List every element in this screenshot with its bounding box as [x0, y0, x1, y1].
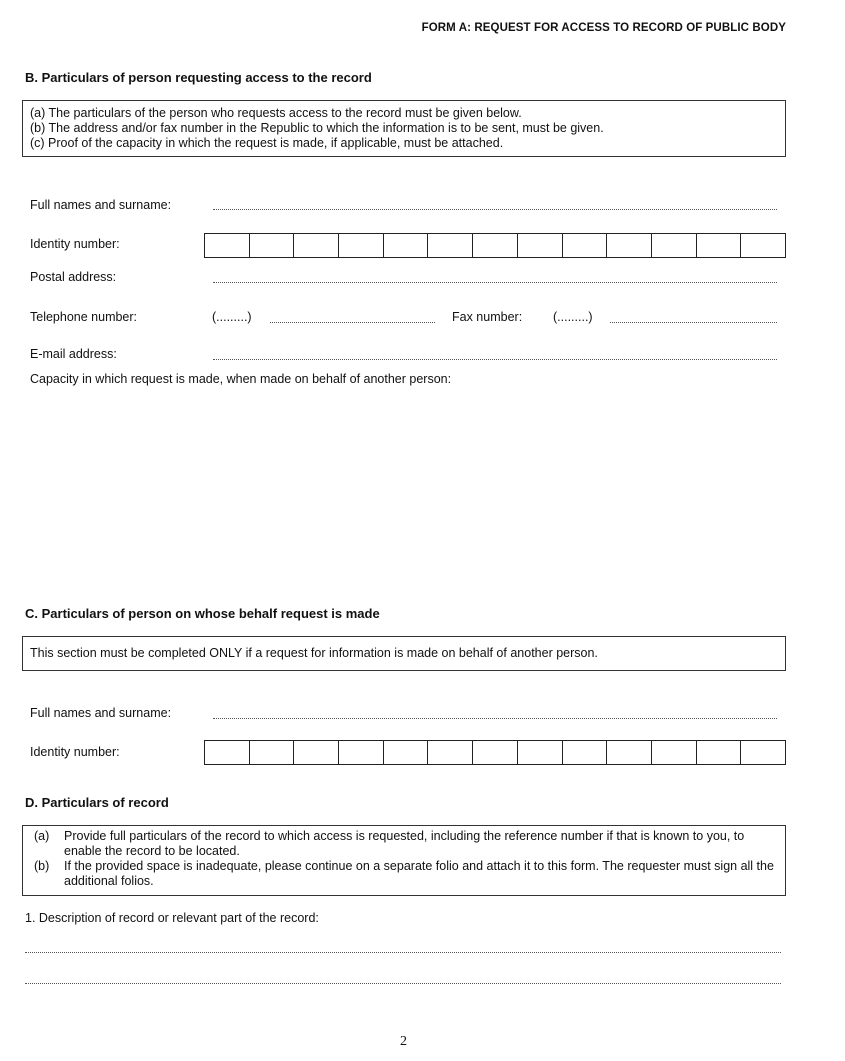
postal-address-field[interactable] — [213, 282, 777, 283]
telephone-code: (.........) — [212, 310, 252, 324]
id-digit-box[interactable] — [384, 234, 429, 257]
id-digit-box[interactable] — [741, 234, 785, 257]
id-digit-box[interactable] — [205, 741, 250, 764]
id-digit-box[interactable] — [339, 741, 384, 764]
id-digit-box[interactable] — [294, 741, 339, 764]
id-digit-box[interactable] — [250, 741, 295, 764]
telephone-label: Telephone number: — [30, 310, 138, 324]
id-digit-box[interactable] — [607, 234, 652, 257]
full-names-field[interactable] — [213, 209, 777, 210]
id-digit-box[interactable] — [384, 741, 429, 764]
section-b-instructions — [22, 100, 786, 157]
email-label: E-mail address: — [30, 347, 117, 361]
section-b-note-c: (c) Proof of the capacity in which the request is made, if applicable, must be attached. — [30, 136, 504, 150]
id-digit-box[interactable] — [473, 234, 518, 257]
section-d-note-a — [34, 829, 778, 859]
section-b-heading: B. Particulars of person requesting access to the record — [25, 70, 372, 85]
id-digit-box[interactable] — [518, 741, 563, 764]
email-field[interactable] — [213, 359, 777, 360]
form-title: FORM A: REQUEST FOR ACCESS TO RECORD OF PUBLIC BODY — [421, 22, 786, 34]
note-key: (b) — [34, 859, 50, 873]
section-c-instructions — [22, 636, 786, 671]
section-d-heading: D. Particulars of record — [25, 795, 169, 810]
fax-label: Fax number: — [452, 310, 523, 324]
id-digit-box[interactable] — [339, 234, 384, 257]
fax-field[interactable] — [610, 322, 777, 323]
id-digit-box[interactable] — [428, 741, 473, 764]
id-digit-box[interactable] — [697, 741, 742, 764]
id-digit-box[interactable] — [518, 234, 563, 257]
capacity-label: Capacity in which request is made, when made on behalf of another person: — [30, 372, 452, 386]
id-digit-box[interactable] — [741, 741, 785, 764]
full-names-label: Full names and surname: — [30, 198, 172, 212]
c-identity-number-label: Identity number: — [30, 745, 120, 759]
section-b-note-a: (a) The particulars of the person who requests access to the record must be given below. — [30, 106, 522, 120]
record-description-line-2[interactable] — [25, 983, 781, 984]
identity-number-label: Identity number: — [30, 237, 120, 251]
id-digit-box[interactable] — [473, 741, 518, 764]
id-digit-box[interactable] — [652, 234, 697, 257]
c-identity-number-field[interactable] — [204, 740, 786, 765]
section-d-instructions — [22, 825, 786, 896]
id-digit-box[interactable] — [428, 234, 473, 257]
section-d-note-b — [34, 859, 778, 889]
record-description-label: 1. Description of record or relevant part of the record: — [25, 911, 319, 925]
fax-code: (.........) — [553, 310, 593, 324]
id-digit-box[interactable] — [607, 741, 652, 764]
page-number: 2 — [400, 1034, 407, 1049]
id-digit-box[interactable] — [697, 234, 742, 257]
c-full-names-field[interactable] — [213, 718, 777, 719]
c-full-names-label: Full names and surname: — [30, 706, 172, 720]
id-digit-box[interactable] — [205, 234, 250, 257]
note-text: Provide full particulars of the record to which access is requested, including the reference number if that is known to you, to enable the record to be located. — [64, 829, 745, 858]
section-c-heading: C. Particulars of person on whose behalf request is made — [25, 606, 380, 621]
section-c-note: This section must be completed ONLY if a request for information is made on behalf of another person. — [30, 646, 598, 660]
id-digit-box[interactable] — [250, 234, 295, 257]
postal-address-label: Postal address: — [30, 270, 117, 284]
identity-number-field[interactable] — [204, 233, 786, 258]
capacity-field[interactable] — [30, 392, 786, 582]
id-digit-box[interactable] — [563, 234, 608, 257]
id-digit-box[interactable] — [563, 741, 608, 764]
id-digit-box[interactable] — [294, 234, 339, 257]
telephone-field[interactable] — [270, 322, 435, 323]
record-description-line-1[interactable] — [25, 952, 781, 953]
section-b-note-b: (b) The address and/or fax number in the Republic to which the information is to be sent, must be given. — [30, 121, 604, 135]
note-key: (a) — [34, 829, 50, 843]
note-text: If the provided space is inadequate, please continue on a separate folio and attach it to this form. The requester must sign all the additional folios. — [64, 859, 774, 888]
id-digit-box[interactable] — [652, 741, 697, 764]
